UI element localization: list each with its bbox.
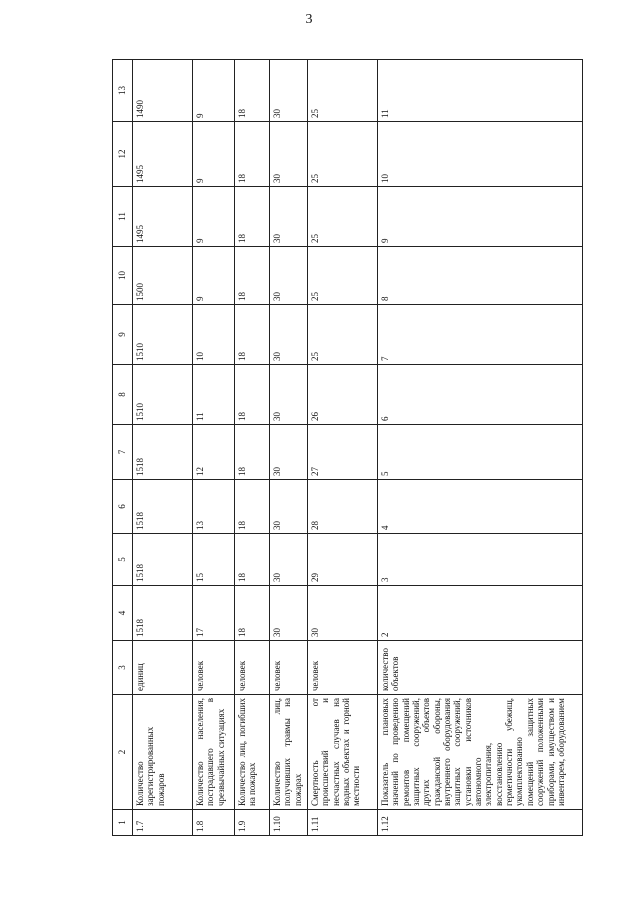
row-value: 9 (193, 60, 235, 122)
header-cell: 2 (113, 695, 133, 810)
row-id: 1.8 (193, 810, 235, 836)
row-value: 18 (235, 247, 270, 305)
row-value: 27 (308, 425, 378, 480)
header-cell: 8 (113, 365, 133, 425)
row-unit: количество объектов (378, 641, 583, 695)
row-value: 30 (270, 305, 308, 365)
row-value: 25 (308, 305, 378, 365)
row-value: 18 (235, 425, 270, 480)
table-row (270, 60, 308, 836)
row-value: 9 (193, 247, 235, 305)
row-value: 25 (308, 60, 378, 122)
row-value: 3 (378, 534, 583, 586)
row-value: 4 (378, 480, 583, 534)
row-name: Количество лиц, погибших на пожарах (235, 695, 270, 810)
row-value: 18 (235, 122, 270, 187)
row-value: 1500 (133, 247, 193, 305)
row-unit: человек (193, 641, 235, 695)
row-value: 18 (235, 187, 270, 247)
row-value: 18 (235, 586, 270, 641)
row-unit: человек (235, 641, 270, 695)
row-unit: человек (270, 641, 308, 695)
row-value: 30 (308, 586, 378, 641)
header-cell: 12 (113, 122, 133, 187)
row-value: 30 (270, 122, 308, 187)
table-row (193, 60, 235, 836)
row-value: 18 (235, 480, 270, 534)
row-value: 1510 (133, 305, 193, 365)
row-value: 1490 (133, 60, 193, 122)
header-cell: 3 (113, 641, 133, 695)
row-value: 28 (308, 480, 378, 534)
row-value: 2 (378, 586, 583, 641)
header-cell: 5 (113, 534, 133, 586)
row-value: 10 (378, 122, 583, 187)
header-cell: 7 (113, 425, 133, 480)
row-unit: человек (308, 641, 378, 695)
row-value: 30 (270, 586, 308, 641)
row-name: Количество населения, пострадавшего в чрезвычайных ситуациях (193, 695, 235, 810)
row-value: 11 (193, 365, 235, 425)
header-cell: 1 (113, 810, 133, 836)
indicator-table (112, 59, 583, 836)
row-value: 13 (193, 480, 235, 534)
row-name: Показатель плановых значений по проведению ремонтов помещений защитных сооружений, других объектов гражданской обороны, внутреннего оборудования защитных сооружений, установки источников автономного электропитания, восстановлению герметичности убежищ, укомплектованию помещений защитных сооружений положенными приборами, имуществом и инвентарем, оборудованием (378, 695, 583, 810)
rotated-table-container (112, 60, 584, 836)
row-value: 29 (308, 534, 378, 586)
row-name: Смертность от происшествий и несчастных случаев на водных объектах и горной местности (308, 695, 378, 810)
header-row (113, 60, 133, 836)
row-value: 8 (378, 247, 583, 305)
row-value: 9 (193, 187, 235, 247)
row-id: 1.7 (133, 810, 193, 836)
row-value: 18 (235, 60, 270, 122)
row-value: 1518 (133, 586, 193, 641)
row-value: 18 (235, 365, 270, 425)
row-value: 12 (193, 425, 235, 480)
row-value: 25 (308, 122, 378, 187)
row-value: 5 (378, 425, 583, 480)
row-value: 30 (270, 480, 308, 534)
row-value: 30 (270, 534, 308, 586)
row-value: 18 (235, 305, 270, 365)
header-cell: 13 (113, 60, 133, 122)
row-value: 1518 (133, 425, 193, 480)
row-value: 1518 (133, 534, 193, 586)
row-name: Количество лиц, получивших травмы на пожарах (270, 695, 308, 810)
row-value: 30 (270, 187, 308, 247)
row-value: 26 (308, 365, 378, 425)
row-id: 1.9 (235, 810, 270, 836)
row-value: 25 (308, 187, 378, 247)
row-value: 9 (378, 187, 583, 247)
row-value: 30 (270, 425, 308, 480)
table-row (235, 60, 270, 836)
row-name: Количество зарегистрированных пожаров (133, 695, 193, 810)
row-value: 11 (378, 60, 583, 122)
row-value: 30 (270, 365, 308, 425)
row-value: 10 (193, 305, 235, 365)
page-number: 3 (305, 12, 313, 27)
header-cell: 10 (113, 247, 133, 305)
row-value: 7 (378, 305, 583, 365)
row-value: 15 (193, 534, 235, 586)
row-unit: единиц (133, 641, 193, 695)
row-value: 25 (308, 247, 378, 305)
row-value: 1510 (133, 365, 193, 425)
row-id: 1.10 (270, 810, 308, 836)
row-value: 1495 (133, 122, 193, 187)
row-value: 17 (193, 586, 235, 641)
table-row (378, 60, 583, 836)
row-value: 9 (193, 122, 235, 187)
header-cell: 11 (113, 187, 133, 247)
header-cell: 6 (113, 480, 133, 534)
row-value: 1495 (133, 187, 193, 247)
row-value: 18 (235, 534, 270, 586)
row-value: 1518 (133, 480, 193, 534)
row-id: 1.12 (378, 810, 583, 836)
row-value: 30 (270, 247, 308, 305)
row-value: 30 (270, 60, 308, 122)
row-value: 6 (378, 365, 583, 425)
table-row (308, 60, 378, 836)
header-cell: 9 (113, 305, 133, 365)
row-id: 1.11 (308, 810, 378, 836)
table-row (133, 60, 193, 836)
header-cell: 4 (113, 586, 133, 641)
